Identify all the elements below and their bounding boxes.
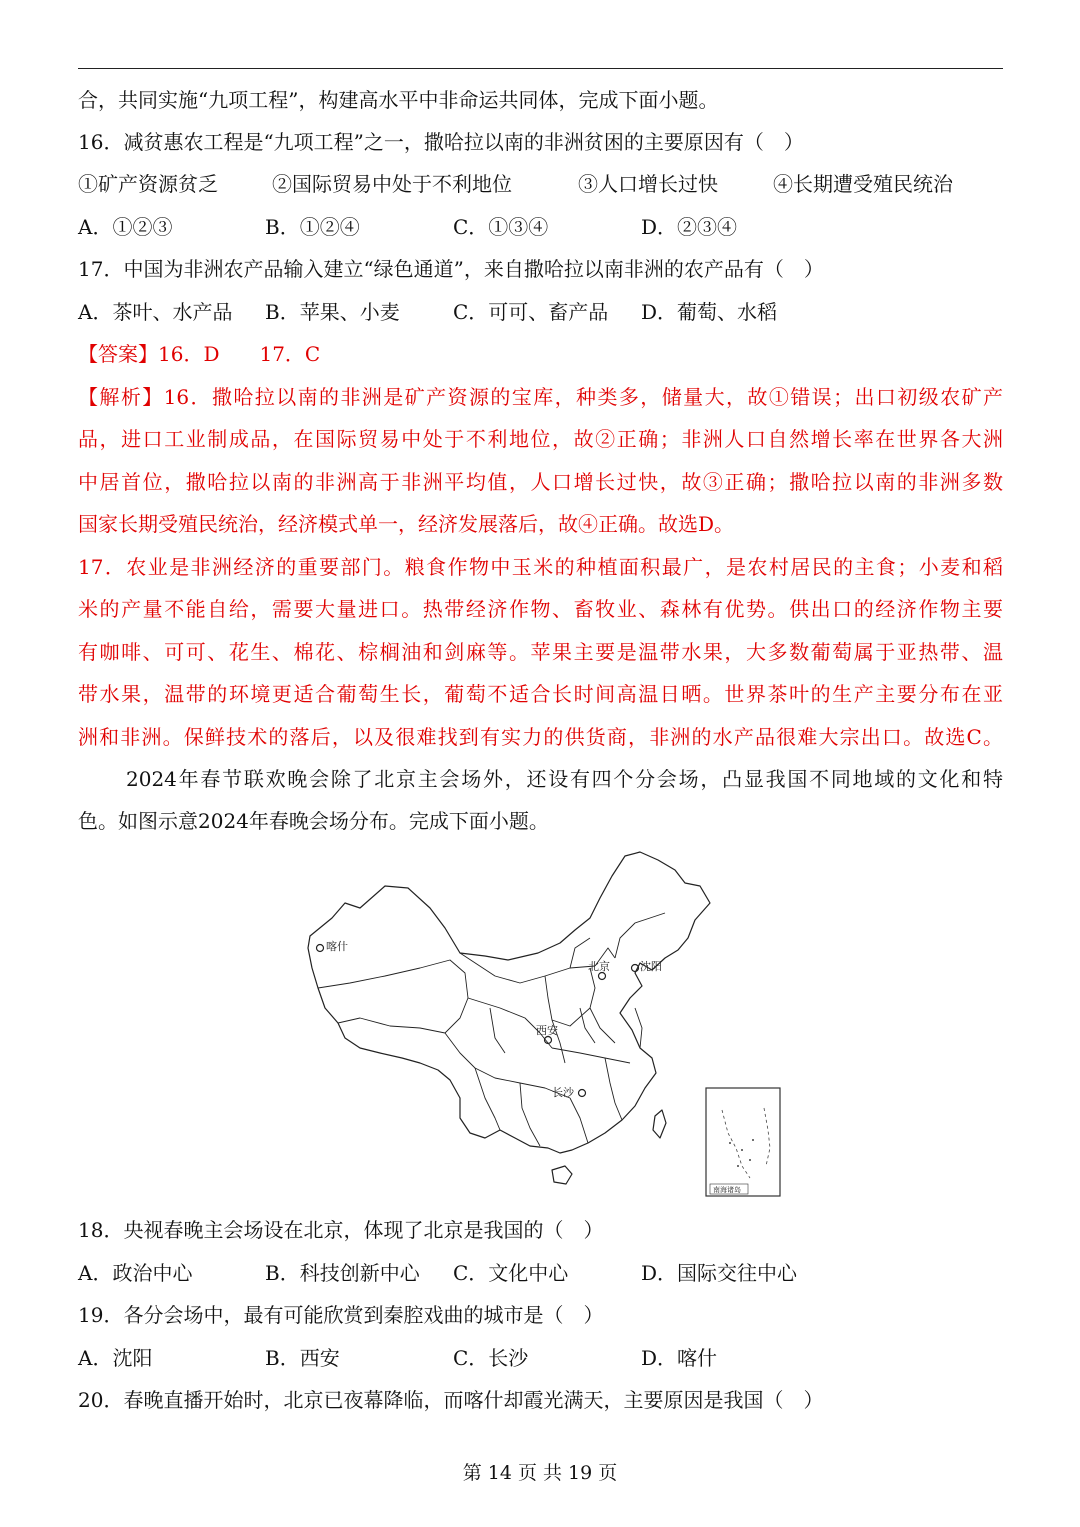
taiwan-island: [653, 1110, 666, 1138]
passage-line: 2024年春节联欢晚会除了北京主会场外，还设有四个分会场，凸显我国不同地域的文化和特: [126, 767, 1003, 791]
analysis-17-line: 带水果，温带的环境更适合葡萄生长，葡萄不适合长时间高温日晒。世界茶叶的生产主要分布在亚: [78, 682, 1003, 706]
analysis-16-line: 品，进口工业制成品，在国际贸易中处于不利地位，故②正确；非洲人口自然增长率在世界各大洲: [78, 427, 1003, 451]
inset-label: 南海诸岛: [713, 1186, 741, 1194]
q16-item: ④长期遭受殖民统治: [773, 172, 953, 196]
answer-line: 【答案】16．D 17．C: [78, 342, 321, 366]
city-marker-kashgar: [317, 945, 324, 952]
analysis-17-line: 洲和非洲。保鲜技术的落后，以及很难找到有实力的供货商，非洲的水产品很难大宗出口。故选C。: [78, 725, 1003, 749]
city-label-changsha: 长沙: [552, 1086, 574, 1099]
analysis-16-line: 国家长期受殖民统治，经济模式单一，经济发展落后，故④正确。故选D。: [78, 512, 735, 536]
q16-item: ①矿产资源贫乏: [78, 172, 218, 196]
q20-stem: 20．春晚直播开始时，北京已夜幕降临，而喀什却霞光满天，主要原因是我国（ ）: [78, 1388, 824, 1412]
q16-option-d: D．②③④: [641, 215, 738, 239]
analysis-16-line: 中居首位，撒哈拉以南的非洲高于非洲平均值，人口增长过快，故③正确；撒哈拉以南的非洲多数: [78, 470, 1003, 494]
q19-option-d: D．喀什: [641, 1346, 718, 1370]
q16-option-b: B．①②④: [265, 215, 360, 239]
analysis-17-line: 米的产量不能自给，需要大量进口。热带经济作物、畜牧业、森林有优势。供出口的经济作物主要: [78, 597, 1003, 621]
q17-option-a: A．茶叶、水产品: [78, 300, 233, 324]
q17-option-d: D．葡萄、水稻: [641, 300, 778, 324]
q18-option-c: C．文化中心: [453, 1261, 569, 1285]
q18-stem: 18．央视春晚主会场设在北京，体现了北京是我国的（ ）: [78, 1218, 604, 1242]
q19-stem: 19．各分会场中，最有可能欣赏到秦腔戏曲的城市是（ ）: [78, 1303, 604, 1327]
q19-option-a: A．沈阳: [78, 1346, 153, 1370]
city-label-shenyang: 沈阳: [640, 960, 662, 973]
q18-option-a: A．政治中心: [78, 1261, 193, 1285]
q17-option-c: C．可可、畜产品: [453, 300, 609, 324]
city-label-beijing: 北京: [588, 960, 610, 973]
china-outline: [308, 852, 710, 1153]
q19-option-c: C．长沙: [453, 1346, 529, 1370]
q16-stem: 16．减贫惠农工程是“九项工程”之一，撒哈拉以南的非洲贫困的主要原因有（ ）: [78, 130, 804, 154]
q18-option-d: D．国际交往中心: [641, 1261, 798, 1285]
city-marker-beijing: [599, 973, 606, 980]
city-marker-changsha: [579, 1090, 586, 1097]
q16-item: ②国际贸易中处于不利地位: [272, 172, 512, 196]
q16-option-a: A．①②③: [78, 215, 173, 239]
q18-option-b: B．科技创新中心: [265, 1261, 420, 1285]
south-china-sea-inset: [706, 1088, 780, 1196]
q17-option-b: B．苹果、小麦: [265, 300, 400, 324]
passage-line: 色。如图示意2024年春晚会场分布。完成下面小题。: [78, 809, 549, 833]
city-label-kashgar: 喀什: [326, 940, 348, 953]
city-label-xian: 西安: [536, 1024, 558, 1037]
analysis-17-line: 17．农业是非洲经济的重要部门。粮食作物中玉米的种植面积最广，是农村居民的主食；小麦和稻: [78, 555, 1003, 579]
analysis-16-line: 【解析】16．撒哈拉以南的非洲是矿产资源的宝库，种类多，储量大，故①错误；出口初级农矿产: [78, 385, 1003, 409]
q16-option-c: C．①③④: [453, 215, 549, 239]
q19-option-b: B．西安: [265, 1346, 340, 1370]
q16-item: ③人口增长过快: [578, 172, 718, 196]
page-footer: 第 14 页 共 19 页: [462, 1462, 618, 1484]
q17-stem: 17．中国为非洲农产品输入建立“绿色通道”，来自撒哈拉以南非洲的农产品有（ ）: [78, 257, 824, 281]
header-rule: [78, 68, 1003, 69]
intro-line: 合，共同实施“九项工程”，构建高水平中非命运共同体，完成下面小题。: [78, 88, 719, 112]
analysis-17-line: 有咖啡、可可、花生、棉花、棕榈油和剑麻等。苹果主要是温带水果，大多数葡萄属于亚热带、温: [78, 640, 1003, 664]
hainan-island: [552, 1166, 572, 1184]
china-venue-map: [290, 848, 790, 1200]
